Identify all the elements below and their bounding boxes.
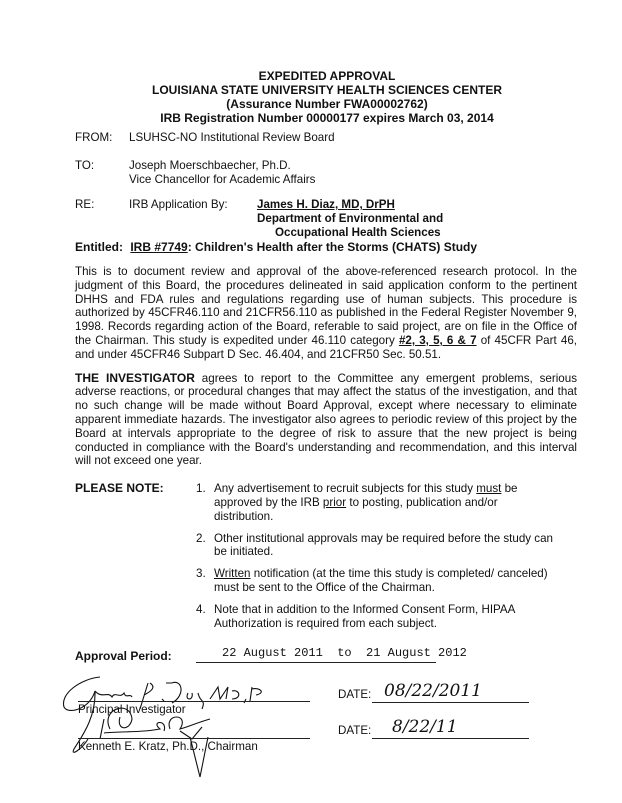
- note-emphasis: Written: [214, 567, 251, 581]
- approval-period-label: Approval Period:: [75, 649, 172, 664]
- investigator-paragraph: [75, 372, 577, 469]
- investigator-text: agrees to report to the Committee any emergent problems, serious adverse reactions, or procedural changes that may affect the status of the investigation, and that no such change will be made without Board Approval, except where necessary to eliminate apparent immediate hazards. The investigator also agrees to periodic review of this project by the Board at intervals appropriate to the degree of risk to assure that the new project is being conducted in compliance with the Board's understanding and recommendation, and this interval will not exceed one year.: [75, 371, 577, 468]
- applicant-dept-2: Occupational Health Sciences: [275, 226, 441, 239]
- note-item-1: [196, 482, 556, 523]
- re-prefix: IRB Application By:: [129, 198, 228, 211]
- document-header: [60, 69, 594, 125]
- to-value: [129, 159, 315, 187]
- note-text: Note that in addition to the Informed Consent Form, HIPAA Authorization is required from each subject.: [214, 602, 515, 630]
- please-note-label: PLEASE NOTE:: [75, 481, 164, 496]
- pi-date-value: 08/22/2011: [384, 681, 482, 702]
- note-text: to posting, publication and/or distribution.: [214, 495, 498, 523]
- from-value: LSUHSC-NO Institutional Review Board: [129, 131, 335, 144]
- applicant-dept-1: Department of Environmental and: [257, 212, 444, 225]
- pi-label: Principal Investigator: [78, 703, 186, 717]
- re-applicant: [257, 198, 443, 240]
- chair-date-value: 8/22/11: [392, 717, 458, 738]
- note-text: notification (at the time this study is completed/ canceled) must be sent to the Office of the Chairman.: [214, 567, 548, 594]
- entitled-label: Entitled:: [75, 240, 123, 254]
- header-assurance: (Assurance Number FWA00002762): [226, 97, 428, 111]
- signature-area: [75, 669, 577, 779]
- investigator-lead: THE INVESTIGATOR: [75, 370, 195, 385]
- chair-signature-line: [78, 738, 310, 739]
- approval-paragraph: [75, 265, 577, 362]
- note-emphasis: must: [476, 482, 502, 496]
- header-registration: IRB Registration Number 00000177 expires March 03, 2014: [160, 111, 494, 125]
- re-label: RE:: [75, 198, 95, 211]
- note-item-4: [196, 603, 556, 631]
- approval-end: 21 August 2012: [366, 646, 467, 661]
- pi-date-label: DATE:: [338, 688, 372, 702]
- please-note-section: [75, 482, 577, 638]
- from-label: FROM:: [75, 131, 113, 144]
- applicant-name: James H. Diaz, MD, DrPH: [257, 198, 395, 211]
- expedited-categories: #2, 3, 5, 6 & 7: [398, 333, 477, 347]
- to-name: Joseph Moerschbaecher, Ph.D.: [129, 159, 291, 172]
- to-title: Vice Chancellor for Academic Affairs: [129, 173, 316, 186]
- pi-signature-line: [78, 701, 310, 702]
- paragraph1-text-a: This is to document review and approval of the above-referenced research protocol. In the judgment of this Board, the procedures delineated in said application conform to the pertinent DHHS and FDA rules and regulations regarding use of human subjects. This procedure is authorized by 45CFR46.110 and 21CFR56.110 as published in the Federal Register November 9, 1998. Records regarding action of the Board, referable to said project, are on file in the Office of the Chairman. This study is expedited under 46.110 category: [75, 265, 577, 347]
- document-body: [75, 265, 577, 779]
- approval-to: to: [337, 646, 352, 661]
- note-item-2: [196, 532, 556, 560]
- chair-label: Kenneth E. Kratz, Ph.D., Chairman: [78, 740, 258, 754]
- note-number: 3.: [196, 567, 206, 581]
- approval-period-row: [75, 646, 577, 663]
- note-emphasis: prior: [322, 495, 347, 509]
- chair-date-label: DATE:: [338, 724, 372, 738]
- pi-signature-image: [60, 669, 270, 779]
- note-number: 2.: [196, 531, 206, 545]
- note-item-3: [196, 567, 556, 595]
- notes-list: [196, 482, 556, 638]
- irb-number: IRB #7749: [130, 240, 188, 254]
- note-text: be approved by the IRB: [214, 482, 518, 509]
- approval-period-value: [196, 646, 467, 663]
- pi-date-line: [372, 702, 529, 703]
- entitled: [75, 240, 477, 254]
- study-title: : Children's Health after the Storms (CHATS) Study: [187, 240, 478, 254]
- note-text: Any advertisement to recruit subjects for this study: [214, 482, 477, 496]
- paragraph1-text-b: of 45CFR Part 46, and under 45CFR46 Subpart D Sec. 46.404, and 21CFR50 Sec. 50.51.: [75, 333, 577, 361]
- note-number: 1.: [196, 482, 206, 496]
- approval-start: 22 August 2011: [222, 646, 323, 661]
- note-number: 4.: [196, 602, 206, 616]
- header-title: EXPEDITED APPROVAL: [258, 69, 396, 83]
- chair-date-line: [372, 738, 529, 739]
- to-label: TO:: [75, 159, 95, 172]
- note-text: Other institutional approvals may be required before the study can be initiated.: [214, 531, 553, 559]
- header-institution: LOUISIANA STATE UNIVERSITY HEALTH SCIENCES CENTER: [151, 83, 503, 97]
